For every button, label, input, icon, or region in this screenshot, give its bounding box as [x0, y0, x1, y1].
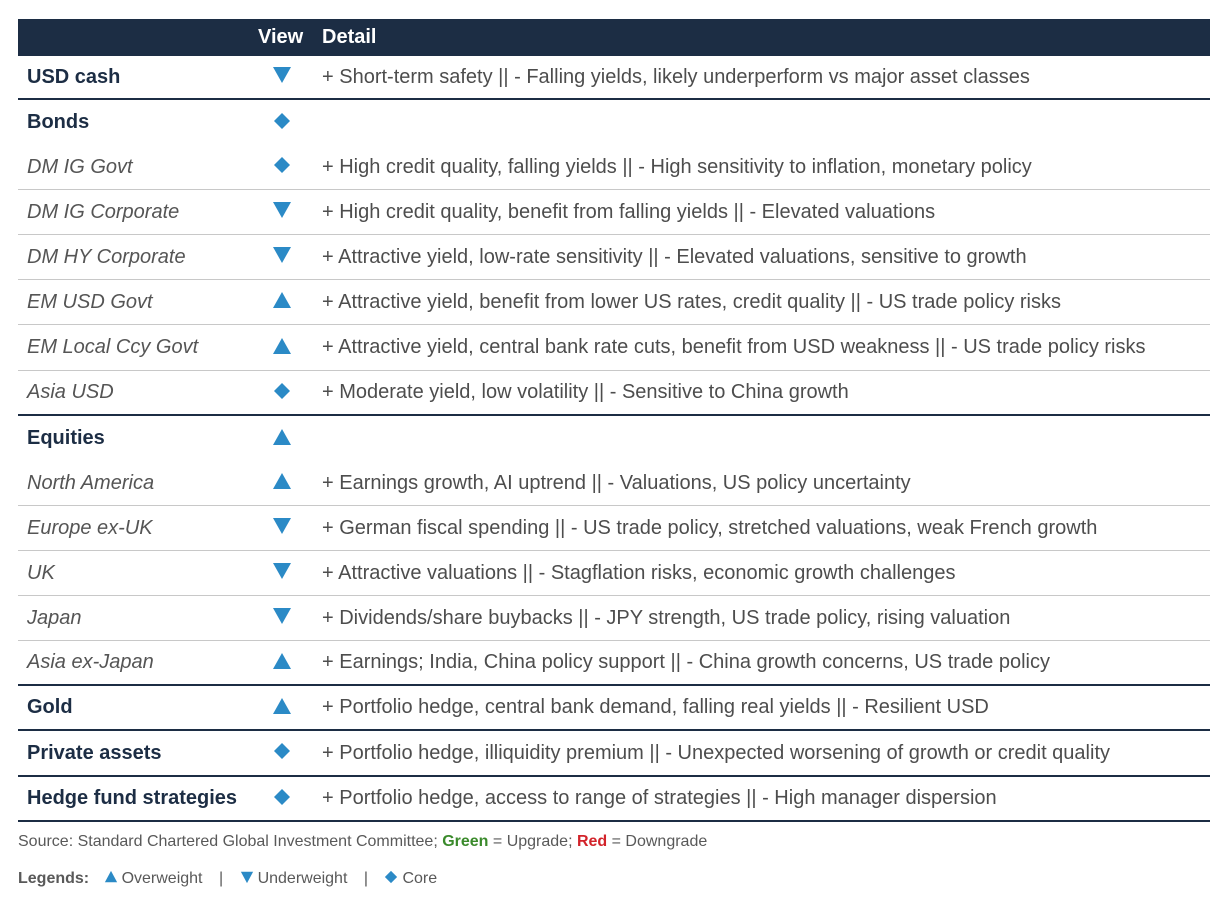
row-detail: + Earnings; India, China policy support || - China growth concerns, US trade policy	[322, 651, 1050, 673]
row-name: Hedge fund strategies	[27, 787, 238, 809]
row-detail: + Dividends/share buybacks || - JPY strength, US trade policy, rising valuation	[322, 606, 1011, 629]
core-icon	[272, 787, 292, 807]
green-key: Green	[442, 833, 489, 850]
view-column-header: View	[258, 26, 304, 48]
overweight-icon	[272, 471, 292, 491]
source-note	[18, 833, 707, 851]
row-detail: + German fiscal spending || - US trade policy, stretched valuations, weak French growth	[322, 516, 1098, 539]
underweight-icon	[272, 200, 292, 220]
table-row	[18, 371, 1210, 416]
row-name: DM IG Govt	[27, 155, 133, 178]
detail-column-header: Detail	[322, 26, 377, 48]
row-detail: + High credit quality, benefit from falling yields || - Elevated valuations	[322, 200, 936, 223]
legend-underweight: Underweight	[257, 870, 348, 888]
row-name: Equities	[27, 427, 105, 449]
core-icon	[272, 741, 292, 761]
table-row	[18, 325, 1210, 371]
underweight-icon	[272, 561, 292, 581]
underweight-icon	[272, 606, 292, 626]
row-name: USD cash	[27, 65, 121, 88]
overweight-icon	[272, 651, 292, 671]
source-text: Source: Standard Chartered Global Investment Committee;	[18, 833, 443, 850]
overweight-icon	[272, 336, 292, 356]
table-row	[18, 506, 1210, 551]
table-row	[18, 686, 1210, 731]
row-name: UK	[27, 561, 55, 584]
legend	[18, 870, 437, 888]
row-name: DM HY Corporate	[27, 245, 186, 268]
row-detail: + Portfolio hedge, central bank demand, falling real yields || - Resilient USD	[322, 696, 989, 718]
green-key-meaning: = Upgrade;	[488, 833, 577, 850]
row-name: Asia USD	[27, 381, 114, 403]
row-name: EM USD Govt	[27, 290, 153, 313]
table-row	[18, 777, 1210, 822]
legend-overweight: Overweight	[121, 870, 203, 888]
row-name: Asia ex-Japan	[27, 651, 154, 673]
row-detail: + Portfolio hedge, access to range of strategies || - High manager dispersion	[322, 787, 997, 809]
row-detail: + Short-term safety || - Falling yields, likely underperform vs major asset classes	[322, 65, 1030, 88]
table-row	[18, 56, 1210, 100]
table-row	[18, 641, 1210, 686]
row-name: DM IG Corporate	[27, 200, 180, 223]
row-detail: + Moderate yield, low volatility || - Sensitive to China growth	[322, 381, 849, 403]
table-row	[18, 551, 1210, 596]
allocation-table	[18, 19, 1210, 822]
table-row	[18, 190, 1210, 235]
overweight-icon	[272, 696, 292, 716]
row-name: North America	[27, 471, 155, 494]
core-icon	[272, 111, 292, 131]
row-detail: + Attractive yield, central bank rate cuts, benefit from USD weakness || - US trade policy risks	[322, 336, 1146, 358]
legend-separator: |	[218, 870, 224, 888]
legend-separator: |	[363, 870, 368, 888]
underweight-icon	[272, 245, 292, 265]
row-detail: + Portfolio hedge, illiquidity premium || - Unexpected worsening of growth or credit quality	[322, 741, 1110, 764]
table-header	[18, 19, 1210, 56]
row-detail: + High credit quality, falling yields || - High sensitivity to inflation, monetary policy	[322, 155, 1032, 178]
row-name: Europe ex-UK	[27, 516, 153, 539]
red-key: Red	[576, 833, 608, 850]
row-name: Bonds	[27, 111, 90, 133]
overweight-icon	[272, 290, 292, 310]
row-detail: + Attractive valuations || - Stagflation risks, economic growth challenges	[322, 561, 956, 584]
row-detail: + Earnings growth, AI uptrend || - Valuations, US policy uncertainty	[322, 471, 911, 494]
table-row	[18, 416, 1210, 461]
row-name: Private assets	[27, 741, 162, 764]
table-row	[18, 235, 1210, 280]
core-icon	[384, 870, 398, 884]
core-icon	[272, 155, 292, 175]
row-name: EM Local Ccy Govt	[27, 336, 199, 358]
underweight-icon	[240, 870, 254, 884]
row-name: Japan	[27, 606, 82, 629]
table-row	[18, 731, 1210, 777]
table-row	[18, 280, 1210, 325]
table-row	[18, 100, 1210, 145]
underweight-icon	[272, 516, 292, 536]
row-detail: + Attractive yield, low-rate sensitivity || - Elevated valuations, sensitive to growth	[322, 245, 1027, 268]
table-row	[18, 461, 1210, 506]
row-name: Gold	[27, 696, 73, 718]
core-icon	[272, 381, 292, 401]
underweight-icon	[272, 65, 292, 85]
legend-label: Legends:	[18, 870, 90, 888]
table-row	[18, 145, 1210, 190]
table-row	[18, 596, 1210, 641]
red-key-meaning: = Downgrade	[607, 833, 708, 850]
table-body	[18, 56, 1210, 822]
overweight-icon	[104, 870, 118, 884]
legend-core: Core	[402, 870, 438, 888]
row-detail: + Attractive yield, benefit from lower US rates, credit quality || - US trade policy risks	[322, 290, 1061, 313]
overweight-icon	[272, 427, 292, 447]
